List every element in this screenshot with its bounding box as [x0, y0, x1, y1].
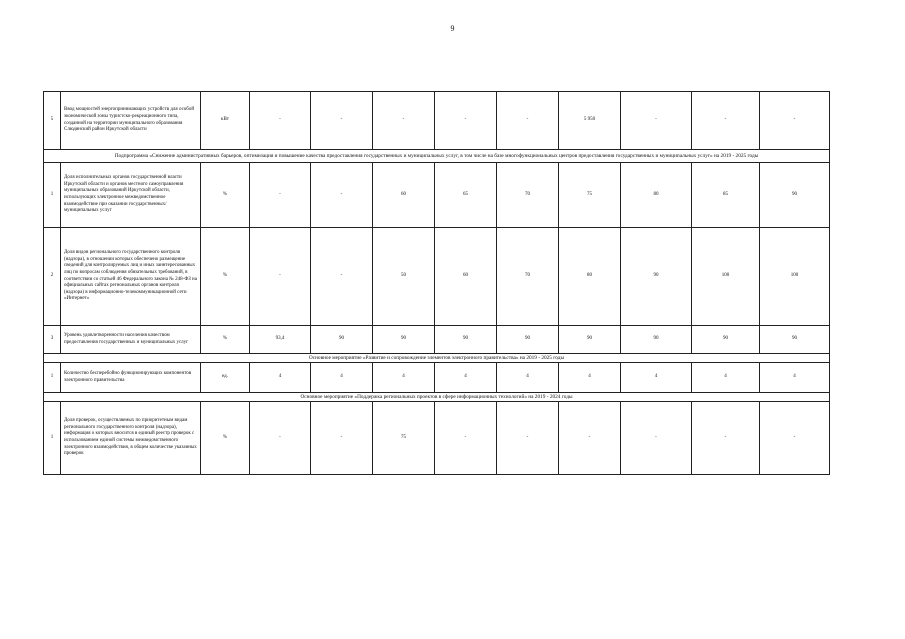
indicator-name: Доля видов регионального государственного контроля (надзора), в отношении которых обеспечено размещение сведений для контролируемых лиц и иных заинтересованных лиц по вопросам соблюдения обязательных требований, в соответствии со статьей 46 Федерального закона № 248-ФЗ на официальных сайтах региональных органов контроля (надзора) в информационно-телекоммуникационной сети «Интернет»	[61, 228, 201, 326]
value-cell: -	[435, 402, 497, 475]
value-cell: -	[311, 402, 373, 475]
indicators-table	[43, 91, 830, 475]
value-cell: 90	[760, 163, 830, 228]
value-cell: 60	[373, 163, 435, 228]
row-number: 5	[44, 92, 61, 150]
value-cell: 90	[435, 326, 497, 354]
value-cell: 75	[373, 402, 435, 475]
value-cell: 4	[311, 363, 373, 393]
table-row	[44, 402, 830, 475]
table-row	[44, 163, 830, 228]
unit-cell: %	[201, 228, 250, 326]
value-cell: 90	[559, 326, 621, 354]
unit-cell: ед.	[201, 363, 250, 393]
section-title: Основное мероприятие «Развитие и сопровождение элементов электронного правительства» на 2019 - 2025 годы	[44, 354, 830, 363]
value-cell: 90	[621, 326, 692, 354]
value-cell: 93,4	[250, 326, 311, 354]
indicator-name: Ввод мощностей энергопринимающих устройств для особой экономической зоны туристско-рекреационного типа, созданной на территории муниципального образования Слюдянский район Иркутской области	[61, 92, 201, 150]
value-cell: 80	[621, 163, 692, 228]
unit-cell: %	[201, 402, 250, 475]
value-cell: -	[373, 92, 435, 150]
row-number: 1	[44, 163, 61, 228]
value-cell: 4	[250, 363, 311, 393]
value-cell: -	[621, 92, 692, 150]
section-title: Подпрограмма «Снижение административных барьеров, оптимизация и повышение качества предоставления государственных и муниципальных услуг, в том числе на базе многофункциональных центров предоставления государственных и муниципальных услуг» на 2019 - 2025 годы	[44, 150, 830, 163]
row-number: 3	[44, 326, 61, 354]
value-cell: -	[559, 402, 621, 475]
value-cell: -	[497, 402, 559, 475]
indicator-name: Доля исполнительных органов государственной власти Иркутской области и органов местного самоуправления муниципальных образований Иркутской области, использующих электронное межведомственное взаимодействие при оказании государственных/муниципальных услуг	[61, 163, 201, 228]
value-cell: 90	[621, 228, 692, 326]
row-number: 2	[44, 228, 61, 326]
value-cell: 4	[760, 363, 830, 393]
row-number: 1	[44, 402, 61, 475]
value-cell: 75	[559, 163, 621, 228]
value-cell: -	[250, 92, 311, 150]
indicator-name: Уровень удовлетворенности населения качеством предоставления государственных и муниципальных услуг	[61, 326, 201, 354]
value-cell: 4	[621, 363, 692, 393]
table-row	[44, 326, 830, 354]
value-cell: -	[621, 402, 692, 475]
unit-cell: %	[201, 326, 250, 354]
value-cell: 90	[497, 326, 559, 354]
table-body	[44, 92, 830, 475]
section-row	[44, 354, 830, 363]
value-cell: 90	[760, 326, 830, 354]
table-row	[44, 92, 830, 150]
value-cell: -	[692, 402, 760, 475]
value-cell: -	[692, 92, 760, 150]
value-cell: -	[250, 228, 311, 326]
value-cell: -	[760, 92, 830, 150]
value-cell: -	[311, 228, 373, 326]
value-cell: 4	[692, 363, 760, 393]
value-cell: 100	[692, 228, 760, 326]
value-cell: 4	[373, 363, 435, 393]
unit-cell: %	[201, 163, 250, 228]
value-cell: 50	[373, 228, 435, 326]
value-cell: 90	[311, 326, 373, 354]
value-cell: 5 950	[559, 92, 621, 150]
table-row	[44, 363, 830, 393]
value-cell: 85	[692, 163, 760, 228]
value-cell: 70	[497, 163, 559, 228]
value-cell: -	[311, 92, 373, 150]
unit-cell: кВт	[201, 92, 250, 150]
value-cell: 60	[435, 228, 497, 326]
value-cell: -	[250, 163, 311, 228]
value-cell: 65	[435, 163, 497, 228]
value-cell: -	[311, 163, 373, 228]
value-cell: -	[760, 402, 830, 475]
section-row	[44, 393, 830, 402]
value-cell: 90	[692, 326, 760, 354]
indicator-name: Количество бесперебойно функционирующих компонентов электронного правительства	[61, 363, 201, 393]
value-cell: 90	[373, 326, 435, 354]
value-cell: 70	[497, 228, 559, 326]
value-cell: 100	[760, 228, 830, 326]
value-cell: 4	[497, 363, 559, 393]
value-cell: 4	[559, 363, 621, 393]
section-title: Основное мероприятие «Поддержка региональных проектов в сфере информационных технологий» на 2019 - 2024 годы	[44, 393, 830, 402]
indicator-name: Доля проверок, осуществляемых по приоритетным видам регионального государственного контроля (надзора), информация о которых вносится в единый реестр проверок с использованием единой системы межведомственного электронного взаимодействия, в общем количестве указанных проверок	[61, 402, 201, 475]
value-cell: -	[435, 92, 497, 150]
value-cell: -	[497, 92, 559, 150]
value-cell: -	[250, 402, 311, 475]
page-number: 9	[450, 24, 455, 33]
table-row	[44, 228, 830, 326]
value-cell: 4	[435, 363, 497, 393]
value-cell: 80	[559, 228, 621, 326]
row-number: 1	[44, 363, 61, 393]
section-row	[44, 150, 830, 163]
